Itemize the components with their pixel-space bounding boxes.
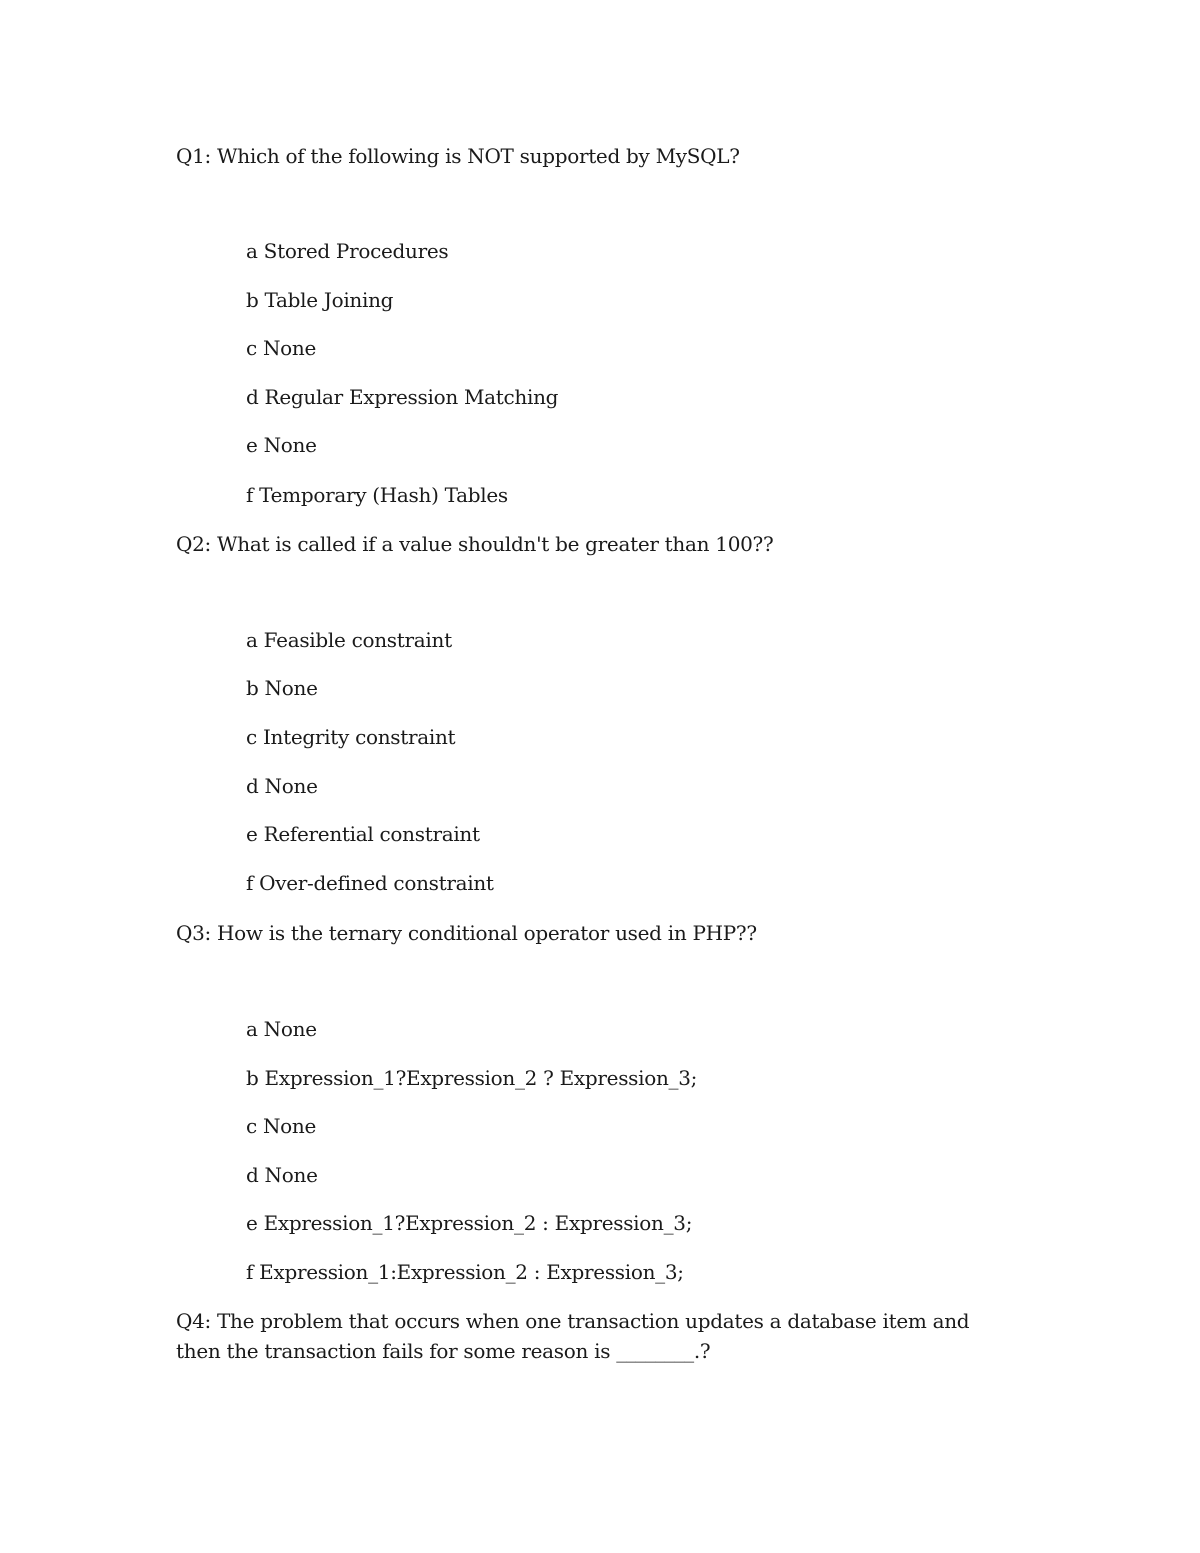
question-3: Q3: How is the ternary conditional operator used in PHP?? <box>176 921 757 945</box>
question-2: Q2: What is called if a value shouldn't be greater than 100?? <box>176 532 774 556</box>
question-1-option-b: b Table Joining <box>246 288 394 312</box>
question-1-option-c: c None <box>246 336 317 360</box>
question-1: Q1: Which of the following is NOT supported by MySQL? <box>176 144 740 168</box>
question-2-option-c: c Integrity constraint <box>246 725 456 749</box>
question-2-option-d: d None <box>246 774 318 798</box>
question-3-option-d: d None <box>246 1163 318 1187</box>
question-1-option-f: f Temporary (Hash) Tables <box>246 483 508 507</box>
question-2-option-f: f Over-defined constraint <box>246 871 494 895</box>
question-2-option-b: b None <box>246 676 318 700</box>
question-3-option-a: a None <box>246 1017 317 1041</box>
question-1-option-e: e None <box>246 433 317 457</box>
question-4: Q4: The problem that occurs when one transaction updates a database item and then the transaction fails for some reason is ________.? <box>176 1309 970 1363</box>
question-2-option-a: a Feasible constraint <box>246 628 452 652</box>
question-1-option-a: a Stored Procedures <box>246 239 449 263</box>
question-3-option-c: c None <box>246 1114 317 1138</box>
question-3-option-b: b Expression_1?Expression_2 ? Expression_3; <box>246 1066 698 1090</box>
question-3-option-f: f Expression_1:Expression_2 : Expression_3; <box>246 1260 684 1284</box>
question-1-option-d: d Regular Expression Matching <box>246 385 559 409</box>
question-3-option-e: e Expression_1?Expression_2 : Expression_3; <box>246 1211 693 1235</box>
question-2-option-e: e Referential constraint <box>246 822 480 846</box>
